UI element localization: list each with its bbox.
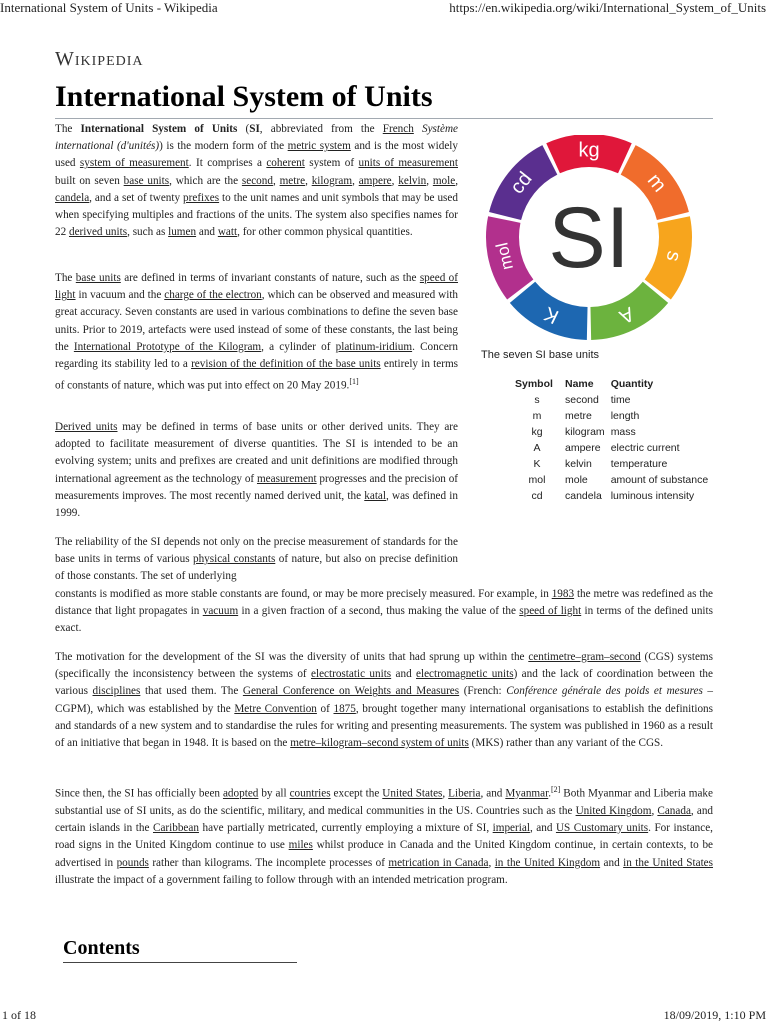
text-run: have partially metricated, currently employing a mixture of SI, xyxy=(198,822,493,835)
si-segment-label: K xyxy=(540,302,563,328)
italic-text: Conférence générale des poids et mesures xyxy=(506,685,703,698)
text-run: , and xyxy=(480,787,506,800)
text-run: whilst produce in Canada and the United Kingdom continue, in certain contexts, to be advertised in xyxy=(55,839,713,869)
print-datetime: 18/09/2019, 1:10 PM xyxy=(663,1008,766,1022)
text-run: , xyxy=(352,174,359,187)
text-run: , xyxy=(651,804,658,817)
text-run: except the xyxy=(330,787,383,800)
cell-symbol: mol xyxy=(528,474,546,486)
text-run: – CGPM), which was established by the xyxy=(55,685,714,715)
wiki-link[interactable]: US Customary units xyxy=(555,822,649,835)
cell-quantity: mass xyxy=(610,426,636,438)
text-run: system of xyxy=(304,157,359,170)
wiki-link[interactable]: second xyxy=(241,174,273,187)
text-run: , xyxy=(391,174,399,187)
text-run: The xyxy=(55,272,76,284)
wiki-link[interactable]: French xyxy=(382,123,414,135)
text-run: , which are the xyxy=(169,174,242,187)
table-header-quantity: Quantity xyxy=(610,378,654,390)
cell-symbol: K xyxy=(533,458,541,470)
cell-quantity: electric current xyxy=(610,442,680,454)
wiki-link[interactable]: International Prototype of the Kilogram xyxy=(73,340,262,353)
text-run: The xyxy=(55,123,81,135)
cell-quantity: length xyxy=(610,410,640,422)
text-run: The reliability of the SI depends not only on the precise measurement of standards for the base units in terms of various xyxy=(55,536,458,566)
wiki-link[interactable]: prefixes xyxy=(183,191,220,204)
wiki-link[interactable]: system of measurement xyxy=(79,157,189,170)
browser-tab-title: International System of Units - Wikipedia xyxy=(0,0,218,15)
wiki-link[interactable]: watt xyxy=(217,226,238,239)
cell-quantity: temperature xyxy=(610,458,668,470)
wiki-link[interactable]: charge of the electron xyxy=(164,289,262,302)
text-run: , xyxy=(305,174,312,187)
wiki-link[interactable]: revision of the definition of the base units xyxy=(191,358,381,371)
table-row xyxy=(512,424,724,440)
wiki-link[interactable]: United Kingdom xyxy=(575,804,652,817)
text-run: , which can be observed and measured with great accuracy. Seven constants are used in various combinations to define the seven base units. Prior to 2019, artefacts were used instead of some of these constants, the last being the xyxy=(55,289,459,353)
wiki-link[interactable]: ampere xyxy=(358,174,392,187)
text-run: may be defined in terms of base units or other derived units. They are adopted to facilitate measurement of diverse quantities. The SI is intended to be an evolving system; units and prefixes are created and unit definitions are modified through international agreement as the technology of xyxy=(55,421,458,485)
wiki-link[interactable]: Derived units xyxy=(55,421,118,433)
wiki-link[interactable]: mole xyxy=(432,174,456,187)
text-run: of xyxy=(316,702,334,715)
wiki-link[interactable]: disciplines xyxy=(92,685,141,698)
paragraph-adoption xyxy=(55,781,713,889)
text-run: , and xyxy=(529,822,556,835)
text-run: by all xyxy=(258,787,290,800)
wiki-link[interactable]: Myanmar xyxy=(505,787,549,800)
table-header-name: Name xyxy=(565,378,594,390)
paragraph-reliability xyxy=(55,534,458,586)
text-run: constants is modified as more stable constants are found, or may be more precisely measured. For example, in xyxy=(55,588,552,600)
wiki-link[interactable]: units of measurement xyxy=(358,157,458,170)
wiki-link[interactable]: speed of light xyxy=(519,605,582,618)
text-run: of nature, but also on precise definition of those constants. The set of underlying xyxy=(55,553,459,583)
table-header-symbol: Symbol xyxy=(515,378,553,390)
wiki-link[interactable]: candela xyxy=(55,191,90,204)
text-run: built on seven xyxy=(55,174,124,187)
wiki-link[interactable]: platinum-iridium xyxy=(335,340,413,353)
text-run: that used them. The xyxy=(140,685,243,698)
paragraph-intro xyxy=(55,121,458,241)
text-run: and is the most widely used xyxy=(55,140,458,170)
contents-divider xyxy=(63,962,297,963)
text-run: , was defined in 1999. xyxy=(55,489,458,520)
wiki-link[interactable]: Metre Convention xyxy=(234,702,317,715)
italic-text: Système international (d'unités) xyxy=(55,123,459,153)
wiki-link[interactable]: metrication in Canada xyxy=(388,856,489,869)
cell-symbol: s xyxy=(534,394,540,406)
browser-url[interactable]: https://en.wikipedia.org/wiki/International_System_of_Units xyxy=(449,0,766,15)
text-run: , abbreviated from the xyxy=(259,123,383,135)
citation-link[interactable]: [1] xyxy=(349,377,359,387)
wiki-link[interactable]: speed of light xyxy=(55,272,459,302)
text-run: ) and the lack of coordination between the various xyxy=(55,668,713,698)
wiki-link[interactable]: Liberia xyxy=(448,787,481,800)
wiki-link[interactable]: in the United States xyxy=(623,856,713,869)
text-run: , xyxy=(455,174,459,187)
wiki-link[interactable]: metre xyxy=(279,174,306,187)
table-row xyxy=(512,440,724,456)
text-run: , xyxy=(488,856,495,869)
text-run: The motivation for the development of the SI was the diversity of units that had sprung up within the xyxy=(55,651,529,663)
si-center-text: SI xyxy=(548,190,630,286)
text-run: and xyxy=(196,226,218,239)
text-run: in a given fraction of a second, thus making the value of the xyxy=(238,605,520,618)
table-row xyxy=(512,456,724,472)
paragraph-motivation xyxy=(55,649,713,752)
wiki-link[interactable]: measurement xyxy=(256,472,317,485)
text-run: Since then, the SI has officially been xyxy=(55,787,223,800)
wiki-link[interactable]: General Conference on Weights and Measures xyxy=(242,685,460,698)
text-run: rather than kilograms. The incomplete processes of xyxy=(148,856,389,869)
text-run: , and certain islands in the xyxy=(55,804,714,835)
wiki-link[interactable]: electrostatic units xyxy=(311,668,392,681)
cell-symbol: m xyxy=(532,410,542,422)
text-run: illustrate the impact of a government failing to follow through with an intended metrication program. xyxy=(55,873,508,886)
si-segment-label: s xyxy=(661,248,686,264)
text-run: , such as xyxy=(127,226,169,239)
table-row xyxy=(512,392,724,408)
contents-heading: Contents xyxy=(63,937,140,959)
cell-quantity: amount of substance xyxy=(610,474,709,486)
text-run: . Concern regarding its stability led to a xyxy=(55,340,458,371)
text-run: (MKS) rather than any variant of the CGS. xyxy=(468,737,664,750)
bold-term: SI xyxy=(249,123,260,135)
wiki-link[interactable]: derived units xyxy=(68,226,128,239)
text-run: are defined in terms of invariant constants of nature, such as the xyxy=(120,272,420,284)
text-run: the metre was redefined as the distance that light propagates in xyxy=(55,588,714,618)
wiki-link[interactable]: metric system xyxy=(287,140,351,153)
table-row xyxy=(512,408,724,424)
text-run: . xyxy=(548,787,552,800)
si-base-units-logo[interactable] xyxy=(481,135,701,345)
bold-term: International System of Units xyxy=(80,123,238,135)
cell-name[interactable]: kelvin xyxy=(565,458,592,470)
text-run: (CGS) systems (specifically the inconsistency between the systems of xyxy=(55,651,713,681)
text-run: entirely in terms of constants of nature, which was put into effect on 20 May 2019. xyxy=(55,358,458,392)
text-run: to the unit names and unit symbols that may be used when specifying multiples and fractions of the units. The system also specifies names for 22 xyxy=(55,191,458,239)
wiki-link[interactable]: katal xyxy=(364,489,387,502)
text-run: and xyxy=(391,668,417,681)
text-run: and xyxy=(600,856,624,869)
wiki-link[interactable]: base units xyxy=(75,272,121,284)
wiki-link[interactable]: in the United Kingdom xyxy=(494,856,601,869)
paragraph-reliability-cont xyxy=(55,586,713,638)
wiki-link[interactable]: vacuum xyxy=(202,605,239,618)
table-row xyxy=(512,472,724,488)
wiki-link[interactable]: adopted xyxy=(222,787,259,800)
si-segment-label: cd xyxy=(506,167,537,199)
wiki-link[interactable]: Canada xyxy=(657,804,691,817)
cell-name[interactable]: mole xyxy=(565,474,588,486)
cell-quantity: time xyxy=(610,394,631,406)
cell-name[interactable]: ampere xyxy=(565,442,601,454)
text-run: Both Myanmar and Liberia make substantial use of SI units, as do the scientific, military, and medical communities in the US. Countries such as the xyxy=(55,787,713,817)
text-run: (French: xyxy=(459,685,507,698)
cell-name[interactable]: second xyxy=(565,394,599,406)
si-segment-label: m xyxy=(642,169,671,197)
wiki-link[interactable]: physical constants xyxy=(192,553,276,566)
table-row xyxy=(512,488,724,504)
text-run: , for other common physical quantities. xyxy=(237,226,413,239)
si-segment-label: mol xyxy=(492,240,517,272)
wiki-link[interactable]: electromagnetic units xyxy=(416,668,514,681)
wiki-link[interactable]: lumen xyxy=(168,226,197,239)
cell-name[interactable]: kilogram xyxy=(565,426,605,438)
page-title: International System of Units xyxy=(55,80,433,113)
wiki-link[interactable]: coherent xyxy=(266,157,305,170)
si-base-units-table xyxy=(512,376,724,504)
wiki-link[interactable]: 1983 xyxy=(551,588,575,600)
text-run: , xyxy=(442,787,449,800)
wiki-link[interactable]: miles xyxy=(288,839,313,852)
citation-link[interactable]: [2] xyxy=(551,785,561,794)
wiki-link[interactable]: pounds xyxy=(116,856,149,869)
text-run: progresses and the precision of measurements improves. The most recently named derived unit, the xyxy=(55,472,459,502)
title-divider xyxy=(55,118,713,119)
wiki-link[interactable]: 1875 xyxy=(333,702,356,715)
wiki-link[interactable]: kilogram xyxy=(311,174,353,187)
page-number: 1 of 18 xyxy=(2,1008,36,1022)
cell-symbol: cd xyxy=(531,490,543,502)
wiki-link[interactable]: metre–kilogram–second system of units xyxy=(290,737,469,750)
wikipedia-logo[interactable]: Wikipedia xyxy=(55,48,144,70)
cell-quantity: luminous intensity xyxy=(610,490,695,502)
wiki-link[interactable]: base units xyxy=(123,174,170,187)
cell-name[interactable]: metre xyxy=(565,410,592,422)
text-run: , xyxy=(272,174,280,187)
text-run: . It comprises a xyxy=(188,157,267,170)
text-run: . For instance, road signs in the United Kingdom continue to use xyxy=(55,822,713,852)
paragraph-base-units xyxy=(55,270,458,395)
text-run xyxy=(414,123,422,135)
text-run: in terms of the defined units exact. xyxy=(55,605,713,635)
wiki-link[interactable]: Caribbean xyxy=(152,822,199,835)
cell-name[interactable]: candela xyxy=(565,490,602,502)
text-run: ( xyxy=(237,123,250,135)
text-run: in vacuum and the xyxy=(75,289,165,302)
si-segment-label: A xyxy=(615,302,638,328)
figure-caption: The seven SI base units xyxy=(481,349,600,361)
cell-symbol: kg xyxy=(531,426,543,438)
wiki-link[interactable]: imperial xyxy=(492,822,530,835)
si-segment-label: kg xyxy=(578,139,600,162)
text-run: , and a set of twenty xyxy=(89,191,184,204)
cell-symbol: A xyxy=(533,442,541,454)
text-run: , a cylinder of xyxy=(261,340,336,353)
wiki-link[interactable]: countries xyxy=(289,787,331,800)
wiki-link[interactable]: kelvin xyxy=(398,174,427,187)
text-run: , brought together many international organisations to establish the definitions and standards of a new system and to standardise the rules for writing and presenting measurements. The system was published in 1960 as a result of an initiative that began in 1948. It is based on the xyxy=(55,702,714,750)
text-run: , xyxy=(426,174,433,187)
text-run: ) is the modern form of the xyxy=(159,140,288,153)
table-header-row xyxy=(512,376,724,392)
wiki-link[interactable]: United States xyxy=(382,787,443,800)
paragraph-derived-units xyxy=(55,419,458,522)
wiki-link[interactable]: centimetre–gram–second xyxy=(528,651,641,663)
